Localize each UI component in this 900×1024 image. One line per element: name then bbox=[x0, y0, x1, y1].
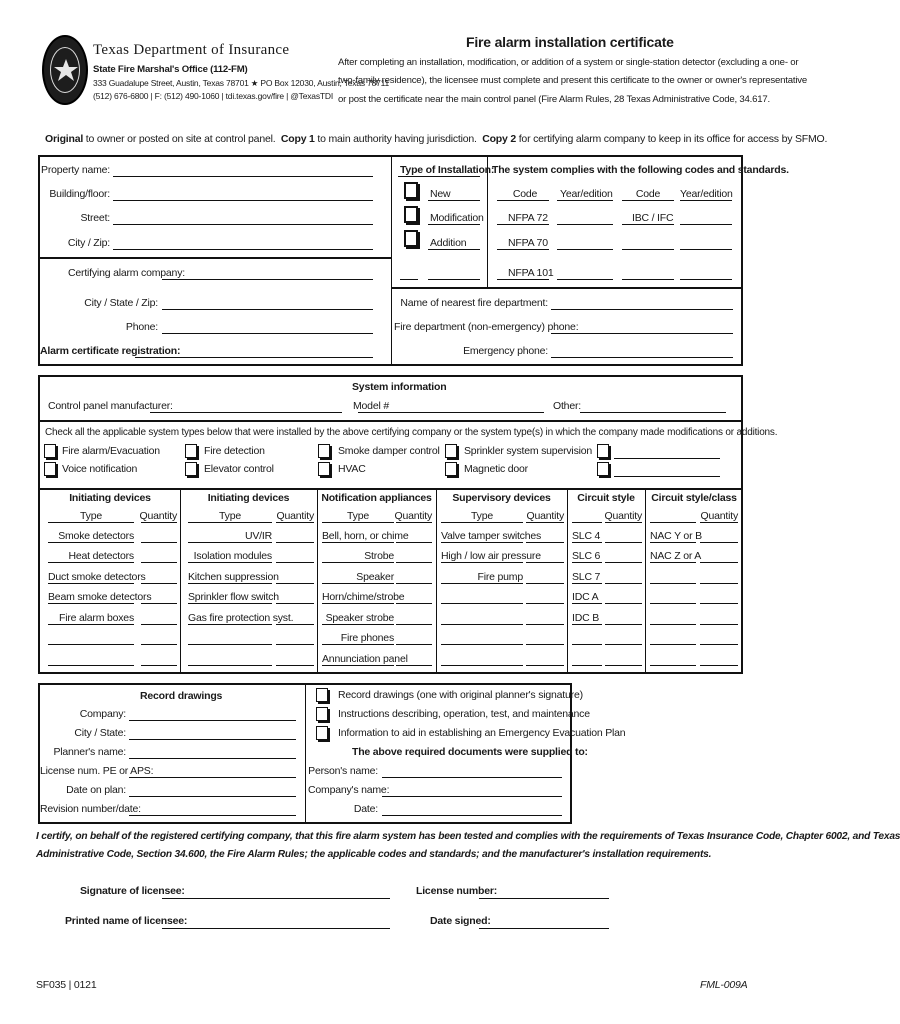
col5-type-line-4 bbox=[572, 603, 602, 604]
office-name: State Fire Marshal's Office (112-FM) bbox=[93, 64, 248, 75]
col5-quantity-input-5[interactable] bbox=[605, 624, 642, 625]
certifying-company-input[interactable] bbox=[162, 279, 373, 280]
col3-type-line-2 bbox=[322, 562, 394, 563]
intro-line-3: or post the certificate near the main control panel (Fire Alarm Rules, 28 Texas Administrative Code, 34.617. bbox=[338, 94, 771, 105]
emergency-phone-input[interactable] bbox=[551, 357, 733, 358]
col2-item-1: UV/IR bbox=[244, 530, 272, 542]
col3-item-7: Annunciation panel bbox=[322, 653, 408, 665]
col2-type-line-4 bbox=[188, 603, 272, 604]
col2-quantity-input-4[interactable] bbox=[276, 603, 314, 604]
signature-label: Signature of licensee: bbox=[80, 885, 185, 897]
intro-line-1: After completing an installation, modification, or addition of a system or single-station detector (excluding a one- or bbox=[338, 57, 799, 68]
record-drawings-checkbox[interactable] bbox=[316, 688, 328, 702]
certify-line-2: Administrative Code, Section 34.600, the Fire Alarm Rules; the applicable codes and standards; and the manufacturer's installation requirements. bbox=[36, 849, 712, 860]
col5-header-rule-qty bbox=[605, 522, 642, 523]
col3-quantity-input-1[interactable] bbox=[396, 542, 432, 543]
col1-quantity-input-2[interactable] bbox=[141, 562, 177, 563]
col3-type-header: Type bbox=[347, 510, 369, 522]
col3-item-6: Fire phones bbox=[340, 632, 394, 644]
code-header-1: Code bbox=[512, 188, 538, 200]
col6-item-2: NAC Z or A bbox=[650, 550, 702, 562]
col3-quantity-input-2[interactable] bbox=[396, 562, 432, 563]
col2-item-3: Kitchen suppression bbox=[188, 571, 279, 583]
col5-quantity-input-6[interactable] bbox=[605, 644, 642, 645]
col6-type-line-6[interactable] bbox=[650, 644, 696, 645]
emergency-phone-label: Emergency phone: bbox=[463, 345, 548, 357]
modification-checkbox[interactable] bbox=[404, 206, 418, 223]
col4-quantity-input-4[interactable] bbox=[526, 603, 564, 604]
planner-name-label: Planner's name: bbox=[53, 746, 126, 758]
instructions-check-label: Instructions describing, operation, test, and maintenance bbox=[338, 708, 590, 720]
col2-quantity-input-6[interactable] bbox=[276, 644, 314, 645]
other-input[interactable] bbox=[580, 412, 726, 413]
col4-quantity-header: Quantity bbox=[526, 510, 564, 522]
record-drawings-check-label: Record drawings (one with original planner's signature) bbox=[338, 689, 583, 701]
col2-quantity-input-5[interactable] bbox=[276, 624, 314, 625]
nfpa101-year-input[interactable] bbox=[557, 279, 613, 280]
addition-label: Addition bbox=[430, 237, 467, 249]
code-nfpa101: NFPA 101 bbox=[508, 267, 554, 279]
col2-quantity-input-7[interactable] bbox=[276, 665, 314, 666]
street-label: Street: bbox=[80, 212, 110, 224]
revision-label: Revision number/date: bbox=[40, 803, 141, 815]
date-signed-input[interactable] bbox=[479, 928, 609, 929]
printed-name-label: Printed name of licensee: bbox=[65, 915, 188, 927]
col5-quantity-input-1[interactable] bbox=[605, 542, 642, 543]
fire-dept-phone-label: Fire department (non-emergency) phone: bbox=[394, 321, 579, 333]
col1-quantity-input-1[interactable] bbox=[141, 542, 177, 543]
col2-type-line-6[interactable] bbox=[188, 644, 272, 645]
col2-type-line-2 bbox=[188, 562, 272, 563]
supplied-date-label: Date: bbox=[353, 803, 378, 815]
new-label: New bbox=[430, 188, 451, 200]
fire-detection-checkbox[interactable] bbox=[185, 444, 197, 458]
ibc-year-input[interactable] bbox=[680, 224, 732, 225]
col2-type-line-5 bbox=[188, 624, 272, 625]
col4-type-line-4[interactable] bbox=[441, 603, 523, 604]
col2-header-rule bbox=[188, 522, 272, 523]
col6-quantity-input-3[interactable] bbox=[700, 583, 738, 584]
col2-item-2: Isolation modules bbox=[193, 550, 272, 562]
certifying-company-label: Certifying alarm company: bbox=[68, 267, 185, 279]
col4-quantity-input-6[interactable] bbox=[526, 644, 564, 645]
col1-type-line-4 bbox=[48, 603, 134, 604]
col4-type-line-2 bbox=[441, 562, 523, 563]
codes-title: The system complies with the following codes and standards. bbox=[492, 164, 789, 176]
col3-header-rule bbox=[322, 522, 394, 523]
other-type-1-input[interactable] bbox=[614, 458, 720, 459]
record-company-input[interactable] bbox=[129, 720, 296, 721]
col5-item-1: SLC 4 bbox=[572, 530, 601, 542]
company-city-input[interactable] bbox=[162, 309, 373, 310]
col5-type-line-2 bbox=[572, 562, 602, 563]
model-input[interactable] bbox=[358, 412, 544, 413]
col4-type-line-1 bbox=[441, 542, 523, 543]
date-signed-label: Date signed: bbox=[430, 915, 491, 927]
fire-alarm-evac-checkbox[interactable] bbox=[44, 444, 56, 458]
other-type-2-checkbox[interactable] bbox=[597, 462, 609, 476]
magnetic-door-label: Magnetic door bbox=[464, 463, 528, 475]
col4-quantity-input-1[interactable] bbox=[526, 542, 564, 543]
col1-type-line-1 bbox=[48, 542, 134, 543]
col4-type-header: Type bbox=[471, 510, 493, 522]
license-number-input[interactable] bbox=[479, 898, 609, 899]
person-name-label: Person's name: bbox=[308, 765, 378, 777]
installation-type-title: Type of Installation: bbox=[400, 164, 495, 176]
col5-type-line-7[interactable] bbox=[572, 665, 602, 666]
col4-item-1: Valve tamper switches bbox=[441, 530, 542, 542]
agency-address: 333 Guadalupe Street, Austin, Texas 78701 ★ PO Box 12030, Austin, Texas 78711 bbox=[93, 78, 390, 88]
col6-quantity-input-1[interactable] bbox=[700, 542, 738, 543]
date-on-plan-label: Date on plan: bbox=[66, 784, 126, 796]
building-floor-label: Building/floor: bbox=[49, 188, 110, 200]
system-info-title: System information bbox=[352, 381, 447, 393]
registration-input[interactable] bbox=[135, 357, 373, 358]
license-pe-aps-label: License num. PE or APS: bbox=[40, 765, 154, 777]
manufacturer-label: Control panel manufacturer: bbox=[48, 400, 173, 412]
code-nfpa70: NFPA 70 bbox=[508, 237, 548, 249]
col3-quantity-input-4[interactable] bbox=[396, 603, 432, 604]
evacuation-plan-checkbox[interactable] bbox=[316, 726, 328, 740]
col4-quantity-input-2[interactable] bbox=[526, 562, 564, 563]
col4-header-rule bbox=[441, 522, 523, 523]
col6-quantity-input-4[interactable] bbox=[700, 603, 738, 604]
col2-item-4: Sprinkler flow switch bbox=[188, 591, 279, 603]
col3-item-4: Horn/chime/strobe bbox=[322, 591, 405, 603]
col2-quantity-input-3[interactable] bbox=[276, 583, 314, 584]
col3-type-line-7 bbox=[322, 665, 394, 666]
col6-header-rule-qty bbox=[700, 522, 738, 523]
code-ibc-ifc: IBC / IFC bbox=[632, 212, 674, 224]
copies-instructions: Original to owner or posted on site at control panel. Copy 1 to main authority having jurisdiction. Copy 2 for certifying alarm company to keep in its office for access by SFMO. bbox=[45, 133, 828, 145]
col3-quantity-input-7[interactable] bbox=[396, 665, 432, 666]
col6-type-line-1 bbox=[650, 542, 696, 543]
col5-type-line-3 bbox=[572, 583, 602, 584]
col5-type-line-5 bbox=[572, 624, 602, 625]
record-city-label: City / State: bbox=[74, 727, 126, 739]
col1-title: Initiating devices bbox=[69, 492, 151, 504]
addition-checkbox[interactable] bbox=[404, 230, 418, 247]
nfpa70-year-input[interactable] bbox=[557, 249, 613, 250]
code-nfpa72: NFPA 72 bbox=[508, 212, 548, 224]
col3-quantity-input-5[interactable] bbox=[396, 624, 432, 625]
other-type-1-checkbox[interactable] bbox=[597, 444, 609, 458]
col6-title: Circuit style/class bbox=[651, 492, 737, 504]
col6-type-line-2 bbox=[650, 562, 696, 563]
col3-header-rule-qty bbox=[396, 522, 432, 523]
col3-item-1: Bell, horn, or chime bbox=[322, 530, 409, 542]
evacuation-plan-check-label: Information to aid in establishing an Emergency Evacuation Plan bbox=[338, 727, 626, 739]
col1-type-line-7[interactable] bbox=[48, 665, 134, 666]
other-label: Other: bbox=[553, 400, 581, 412]
col2-title: Initiating devices bbox=[207, 492, 290, 504]
new-checkbox[interactable] bbox=[404, 182, 418, 199]
col1-item-5: Fire alarm boxes bbox=[59, 612, 134, 624]
col2-quantity-input-2[interactable] bbox=[276, 562, 314, 563]
col2-type-line-3 bbox=[188, 583, 272, 584]
city-zip-input[interactable] bbox=[113, 249, 373, 250]
col6-quantity-input-6[interactable] bbox=[700, 644, 738, 645]
code-header-2: Code bbox=[635, 188, 661, 200]
intro-line-2: two-family residence), the licensee must complete and present this certificate to the owner or owner's representative bbox=[338, 75, 808, 86]
revision-input[interactable] bbox=[129, 815, 296, 816]
form-title: Fire alarm installation certificate bbox=[466, 34, 674, 50]
fire-detection-label: Fire detection bbox=[204, 445, 265, 457]
col1-item-1: Smoke detectors bbox=[58, 530, 134, 542]
col5-item-2: SLC 6 bbox=[572, 550, 601, 562]
manufacturer-input[interactable] bbox=[150, 412, 342, 413]
col3-type-line-6 bbox=[322, 644, 394, 645]
col6-item-1: NAC Y or B bbox=[650, 530, 702, 542]
building-floor-input[interactable] bbox=[113, 200, 373, 201]
smoke-damper-checkbox[interactable] bbox=[318, 444, 330, 458]
col2-quantity-header: Quantity bbox=[276, 510, 314, 522]
col3-quantity-input-3[interactable] bbox=[396, 583, 432, 584]
col2-type-header: Type bbox=[219, 510, 241, 522]
voice-notification-label: Voice notification bbox=[62, 463, 138, 475]
col6-quantity-input-2[interactable] bbox=[700, 562, 738, 563]
record-company-label: Company: bbox=[79, 708, 126, 720]
magnetic-door-checkbox[interactable] bbox=[445, 462, 457, 476]
street-input[interactable] bbox=[113, 224, 373, 225]
col1-quantity-input-6[interactable] bbox=[141, 644, 177, 645]
col5-title: Circuit style bbox=[577, 492, 635, 504]
col4-type-line-3 bbox=[441, 583, 523, 584]
col6-quantity-header: Quantity bbox=[700, 510, 738, 522]
col2-header-rule-qty bbox=[276, 522, 314, 523]
col1-header-rule-qty bbox=[141, 522, 177, 523]
col2-quantity-input-1[interactable] bbox=[276, 542, 314, 543]
col3-title: Notification appliances bbox=[321, 492, 432, 504]
col5-type-line-6[interactable] bbox=[572, 644, 602, 645]
nfpa72-year-input[interactable] bbox=[557, 224, 613, 225]
col4-quantity-input-7[interactable] bbox=[526, 665, 564, 666]
license-number-label: License number: bbox=[416, 885, 498, 897]
col1-type-line-3 bbox=[48, 583, 134, 584]
instructions-checkbox[interactable] bbox=[316, 707, 328, 721]
printed-name-input[interactable] bbox=[162, 928, 390, 929]
record-drawings-title: Record drawings bbox=[140, 690, 223, 702]
property-name-input[interactable] bbox=[113, 176, 373, 177]
col3-type-line-5 bbox=[322, 624, 394, 625]
col1-quantity-input-4[interactable] bbox=[141, 603, 177, 604]
date-on-plan-input[interactable] bbox=[129, 796, 296, 797]
col3-item-5: Speaker strobe bbox=[325, 612, 394, 624]
certify-line-1: I certify, on behalf of the registered certifying company, that this fire alarm system has been tested and complies with the requirements of Texas Insurance Code, Chapter 6002, and Texas bbox=[36, 831, 900, 842]
col1-quantity-header: Quantity bbox=[139, 510, 177, 522]
col4-item-3: Fire pump bbox=[477, 571, 523, 583]
col4-type-line-6[interactable] bbox=[441, 644, 523, 645]
col3-type-line-4 bbox=[322, 603, 394, 604]
col5-item-5: IDC B bbox=[572, 612, 600, 624]
col5-quantity-input-2[interactable] bbox=[605, 562, 642, 563]
fire-alarm-evac-label: Fire alarm/Evacuation bbox=[62, 445, 160, 457]
nearest-fire-dept-input[interactable] bbox=[551, 309, 733, 310]
voice-notification-checkbox[interactable] bbox=[44, 462, 56, 476]
col5-quantity-input-7[interactable] bbox=[605, 665, 642, 666]
col4-type-line-5[interactable] bbox=[441, 624, 523, 625]
col4-type-line-7[interactable] bbox=[441, 665, 523, 666]
registration-label: Alarm certificate registration: bbox=[40, 345, 181, 357]
col1-type-line-6[interactable] bbox=[48, 644, 134, 645]
col3-quantity-header: Quantity bbox=[394, 510, 432, 522]
other-type-2-input[interactable] bbox=[614, 476, 720, 477]
system-types-instructions: Check all the applicable system types below that were installed by the above certifying company or the system type(s) in which the company made modifications or additions. bbox=[45, 427, 778, 438]
col3-type-line-1 bbox=[322, 542, 394, 543]
col6-type-line-4[interactable] bbox=[650, 603, 696, 604]
col5-quantity-input-3[interactable] bbox=[605, 583, 642, 584]
col2-type-line-1 bbox=[188, 542, 272, 543]
col1-item-2: Heat detectors bbox=[68, 550, 134, 562]
col4-title: Supervisory devices bbox=[452, 492, 551, 504]
col4-item-2: High / low air pressure bbox=[441, 550, 541, 562]
sprinkler-supervision-label: Sprinkler system supervision bbox=[464, 445, 593, 457]
city-zip-label: City / Zip: bbox=[67, 237, 110, 249]
col1-type-line-2 bbox=[48, 562, 134, 563]
year-header-2: Year/edition bbox=[680, 188, 733, 200]
col4-quantity-input-5[interactable] bbox=[526, 624, 564, 625]
signature-input[interactable] bbox=[162, 898, 390, 899]
col6-type-line-7[interactable] bbox=[650, 665, 696, 666]
col5-item-4: IDC A bbox=[572, 591, 599, 603]
form-number-right: FML-009A bbox=[700, 979, 748, 991]
agency-name: Texas Department of Insurance bbox=[93, 42, 290, 58]
elevator-control-checkbox[interactable] bbox=[185, 462, 197, 476]
company-phone-input[interactable] bbox=[162, 333, 373, 334]
record-city-input[interactable] bbox=[129, 739, 296, 740]
col1-type-line-5 bbox=[48, 624, 134, 625]
col4-header-rule-qty bbox=[526, 522, 564, 523]
col3-item-2: Strobe bbox=[364, 550, 394, 562]
model-label: Model # bbox=[353, 400, 389, 412]
col6-type-line-3[interactable] bbox=[650, 583, 696, 584]
fire-dept-phone-input[interactable] bbox=[551, 333, 733, 334]
planner-name-input[interactable] bbox=[129, 758, 296, 759]
sprinkler-supervision-checkbox[interactable] bbox=[445, 444, 457, 458]
supplied-date-input[interactable] bbox=[382, 815, 562, 816]
col1-quantity-input-3[interactable] bbox=[141, 583, 177, 584]
col4-quantity-input-3[interactable] bbox=[526, 583, 564, 584]
col3-quantity-input-6[interactable] bbox=[396, 644, 432, 645]
license-pe-aps-input[interactable] bbox=[129, 777, 296, 778]
col1-item-3: Duct smoke detectors bbox=[48, 571, 146, 583]
col5-header-rule bbox=[572, 522, 602, 523]
form-number-left: SF035 | 0121 bbox=[36, 979, 97, 991]
col1-quantity-input-5[interactable] bbox=[141, 624, 177, 625]
col2-item-5: Gas fire protection syst. bbox=[188, 612, 294, 624]
col1-header-rule bbox=[48, 522, 134, 523]
property-name-label: Property name: bbox=[41, 164, 110, 176]
col1-type-header: Type bbox=[80, 510, 102, 522]
company-name-input[interactable] bbox=[382, 796, 562, 797]
elevator-control-label: Elevator control bbox=[204, 463, 274, 475]
year-header-1: Year/edition bbox=[560, 188, 613, 200]
company-name-label: Company's name: bbox=[308, 784, 390, 796]
tdi-seal-logo bbox=[42, 35, 88, 105]
col3-type-line-3 bbox=[322, 583, 394, 584]
hvac-checkbox[interactable] bbox=[318, 462, 330, 476]
supplied-title: The above required documents were supplied to: bbox=[352, 746, 588, 758]
modification-label: Modification bbox=[430, 212, 484, 224]
col5-quantity-input-4[interactable] bbox=[605, 603, 642, 604]
person-name-input[interactable] bbox=[382, 777, 562, 778]
col5-type-line-1 bbox=[572, 542, 602, 543]
col3-item-3: Speaker bbox=[356, 571, 394, 583]
col6-quantity-input-5[interactable] bbox=[700, 624, 738, 625]
col6-quantity-input-7[interactable] bbox=[700, 665, 738, 666]
col1-item-4: Beam smoke detectors bbox=[48, 591, 152, 603]
company-phone-label: Phone: bbox=[125, 321, 158, 333]
col6-type-line-5[interactable] bbox=[650, 624, 696, 625]
col2-type-line-7[interactable] bbox=[188, 665, 272, 666]
agency-contact: (512) 676-6800 | F: (512) 490-1060 | tdi.texas.gov/fire | @TexasTDI bbox=[93, 91, 333, 101]
company-city-label: City / State / Zip: bbox=[84, 297, 158, 309]
col6-header-rule bbox=[650, 522, 696, 523]
smoke-damper-label: Smoke damper control bbox=[338, 445, 440, 457]
col1-quantity-input-7[interactable] bbox=[141, 665, 177, 666]
nearest-fire-dept-label: Name of nearest fire department: bbox=[400, 297, 548, 309]
hvac-label: HVAC bbox=[338, 463, 366, 475]
col5-quantity-header: Quantity bbox=[604, 510, 642, 522]
col5-item-3: SLC 7 bbox=[572, 571, 601, 583]
